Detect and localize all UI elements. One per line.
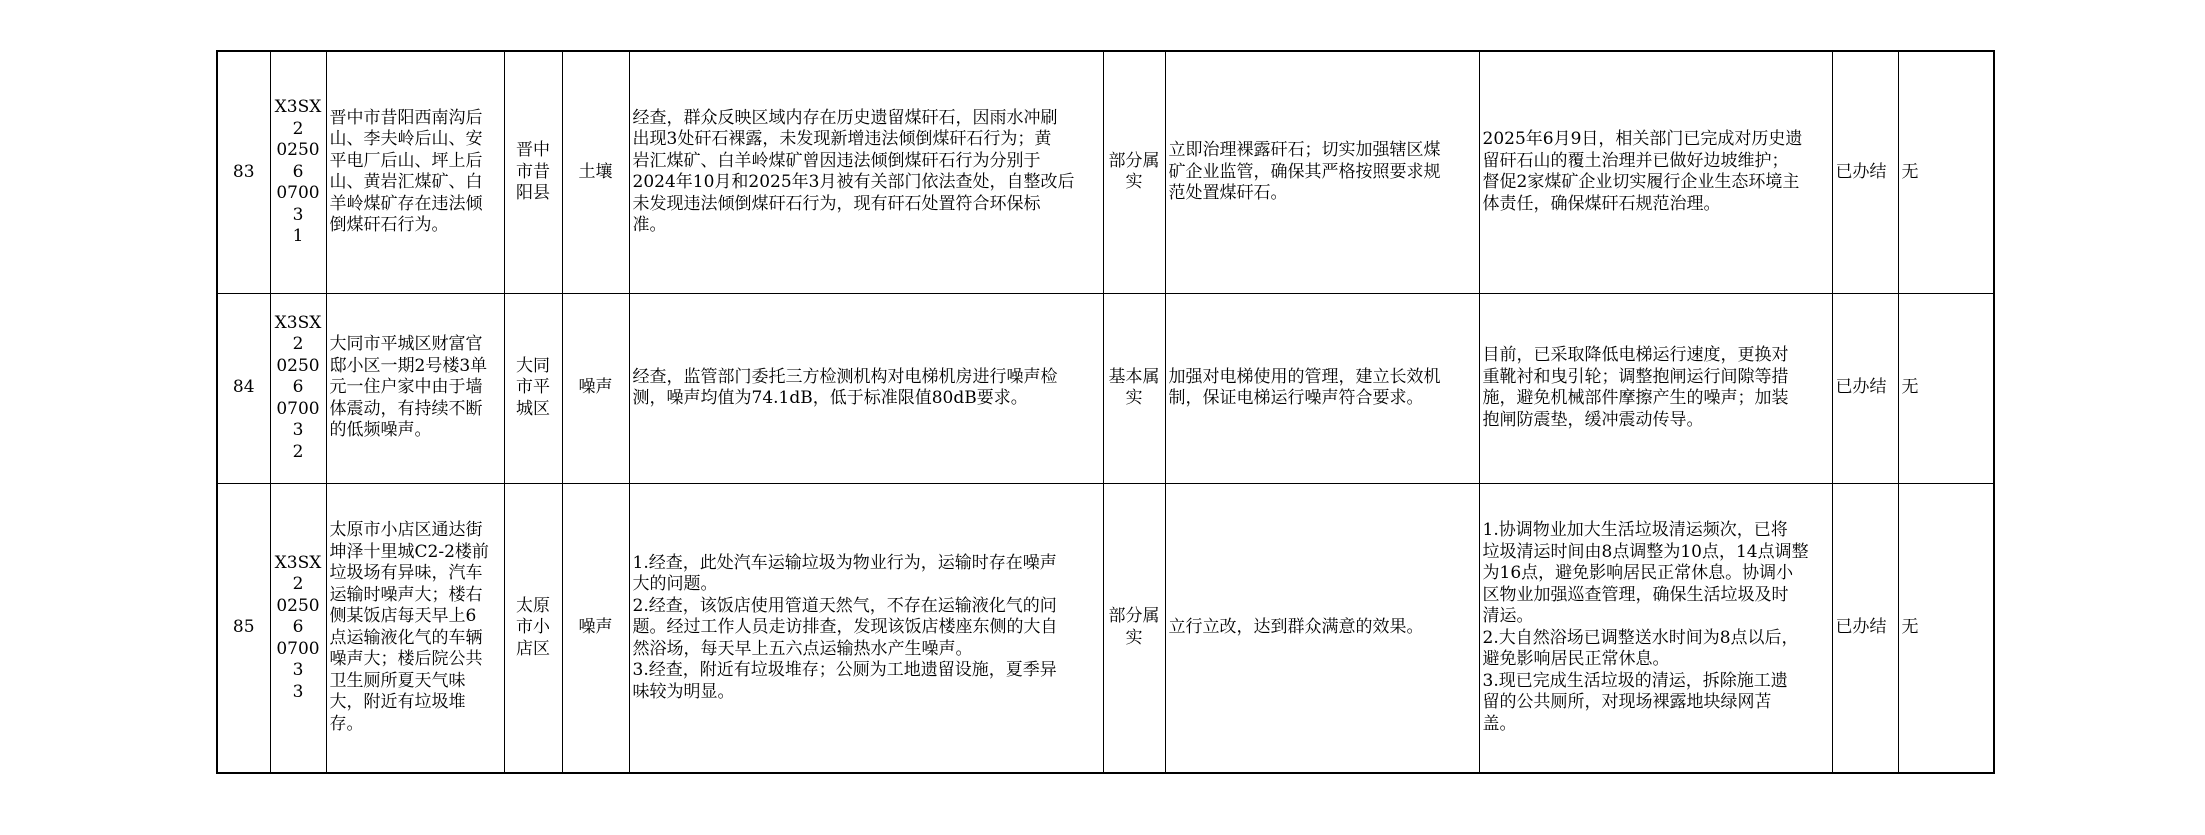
text-line: 经查，群众反映区域内存在历史遗留煤矸石，因雨水冲刷	[632, 107, 1058, 128]
text-line: 02506	[276, 355, 320, 398]
verdict-cell	[1103, 51, 1165, 293]
accountability-cell	[1898, 483, 1994, 773]
pollution-type-cell	[562, 293, 629, 483]
complaint-content-cell	[326, 51, 504, 293]
text-line: 立行立改，达到群众满意的效果。	[1168, 617, 1424, 637]
text-line: 范处置煤矸石。	[1168, 183, 1288, 203]
row-number-cell	[217, 51, 270, 293]
investigation-finding-cell	[629, 483, 1103, 773]
text-line: 1	[292, 226, 304, 246]
text-line: 抱闸防震垫，缓冲震动传导。	[1482, 409, 1704, 430]
text-line: 3.经查，附近有垃圾堆存；公厕为工地遗留设施，夏季异	[632, 660, 1057, 680]
cell-text: 无	[1901, 161, 1919, 182]
cell-text: 已办结	[1835, 617, 1887, 637]
status-cell	[1832, 293, 1898, 483]
text-line: 的低频噪声。	[329, 420, 432, 441]
text-line: 02506	[276, 140, 320, 182]
text-line: 实	[1125, 627, 1143, 648]
table-row	[217, 483, 1994, 773]
text-line: 未发现违法倾倒煤矸石行为，现有矸石处置符合环保标	[632, 193, 1041, 214]
text-line: 07003	[276, 183, 320, 225]
district-cell	[504, 483, 562, 773]
text-line: 02506	[276, 595, 320, 637]
text-line: 邸小区一期2号楼3单	[329, 355, 488, 376]
text-line: 垃圾场有异味，汽车	[329, 563, 483, 584]
text-line: 07003	[276, 398, 320, 441]
text-line: X3SX2	[274, 552, 322, 594]
text-line: 3	[292, 681, 304, 702]
text-line: X3SX2	[274, 312, 322, 355]
complaint-content-cell	[326, 293, 504, 483]
cell-text: 噪声	[578, 377, 613, 398]
text-line: 目前，已采取降低电梯运行速度，更换对	[1482, 345, 1789, 365]
cell-text: 已办结	[1835, 377, 1887, 398]
rectification-requirement-cell	[1165, 483, 1479, 773]
text-line: 重靴衬和曳引轮；调整抱闸运行间隙等措	[1482, 366, 1789, 387]
text-line: 大同市平城区财富官	[329, 334, 483, 355]
text-line: 盖。	[1482, 713, 1517, 734]
rectification-result-cell	[1479, 483, 1832, 773]
text-line: 大，附近有垃圾堆	[329, 692, 466, 713]
cell-text: 噪声	[578, 617, 613, 637]
text-line: 元一住户家中由于墙	[329, 377, 483, 398]
text-line: 太原	[516, 595, 550, 616]
text-line: 大同	[516, 355, 550, 376]
investigation-finding-cell	[629, 293, 1103, 483]
case-code-cell	[270, 293, 326, 483]
text-line: 存。	[329, 713, 364, 734]
table-row	[217, 293, 1994, 483]
text-line: 大的问题。	[632, 574, 718, 594]
text-line: 出现3处矸石裸露，未发现新增违法倾倒煤矸石行为；黄	[632, 129, 1052, 150]
text-line: 留矸石山的覆土治理并已做好边坡维护；	[1482, 150, 1789, 171]
text-line: 晋中市昔阳西南沟后	[329, 107, 483, 128]
cell-text: 无	[1901, 617, 1919, 637]
text-line: 经查，监管部门委托三方检测机构对电梯机房进行噪声检	[632, 366, 1058, 387]
text-line: 清运。	[1482, 606, 1534, 627]
rectification-requirement-cell	[1165, 293, 1479, 483]
text-line: 基本属	[1108, 366, 1160, 387]
text-line: 山、李夫岭后山、安	[329, 129, 483, 150]
text-line: 1.经查，此处汽车运输垃圾为物业行为，运输时存在噪声	[632, 552, 1057, 573]
text-line: 题。经过工作人员走访排查，发现该饭店楼座东侧的大自	[632, 617, 1058, 637]
text-line: 市小	[516, 617, 550, 637]
complaint-table	[216, 50, 1995, 774]
cell-text: 已办结	[1835, 161, 1887, 182]
text-line: 体责任，确保煤矸石规范治理。	[1482, 193, 1721, 214]
text-line: 市昔	[516, 161, 550, 182]
text-line: 施，避免机械部件摩擦产生的噪声；加装	[1482, 388, 1789, 408]
text-line: 坤泽十里城C2-2楼前	[329, 541, 489, 562]
text-line: 准。	[632, 215, 667, 236]
text-line: 避免影响居民正常休息。	[1482, 649, 1670, 670]
accountability-cell	[1898, 51, 1994, 293]
text-line: 1.协调物业加大生活垃圾清运频次，已将	[1482, 520, 1788, 541]
text-line: 垃圾清运时间由8点调整为10点，14点调整	[1482, 541, 1809, 562]
row-number-cell	[217, 293, 270, 483]
cell-text: 土壤	[578, 161, 613, 182]
cell-text: 85	[232, 617, 255, 637]
text-line: 羊岭煤矿存在违法倾	[329, 193, 483, 214]
text-line: 督促2家煤矿企业切实履行企业生态环境主	[1482, 172, 1800, 193]
text-line: 部分属	[1108, 150, 1160, 171]
text-line: 平电厂后山、坪上后	[329, 150, 483, 171]
text-line: 店区	[516, 638, 550, 659]
text-line: 留的公共厕所，对现场裸露地块绿网苫	[1482, 692, 1772, 713]
text-line: 然浴场，每天早上五六点运输热水产生噪声。	[632, 638, 973, 659]
text-line: 07003	[276, 638, 320, 680]
text-line: 阳县	[516, 183, 550, 203]
rectification-result-cell	[1479, 293, 1832, 483]
pollution-type-cell	[562, 51, 629, 293]
status-cell	[1832, 51, 1898, 293]
text-line: 2024年10月和2025年3月被有关部门依法查处，自整改后	[632, 172, 1075, 193]
text-line: 为16点，避免影响居民正常休息。协调小	[1482, 563, 1794, 584]
pollution-type-cell	[562, 483, 629, 773]
text-line: 矿企业监管，确保其严格按照要求规	[1168, 161, 1441, 182]
table-row	[217, 51, 1994, 293]
cell-text: 无	[1901, 377, 1919, 398]
text-line: 市平	[516, 377, 550, 398]
row-number-cell	[217, 483, 270, 773]
case-code-cell	[270, 51, 326, 293]
text-line: 立即治理裸露矸石；切实加强辖区煤	[1168, 140, 1441, 160]
text-line: 卫生厕所夏天气味	[329, 670, 466, 691]
cell-text: 83	[232, 161, 255, 182]
text-line: 倒煤矸石行为。	[329, 215, 449, 236]
text-line: 2025年6月9日，相关部门已完成对历史遗	[1482, 129, 1803, 150]
text-line: 实	[1125, 388, 1143, 408]
text-line: 运输时噪声大；楼右	[329, 584, 483, 605]
investigation-finding-cell	[629, 51, 1103, 293]
status-cell	[1832, 483, 1898, 773]
text-line: 制，保证电梯运行噪声符合要求。	[1168, 388, 1424, 408]
cell-text: 84	[232, 377, 255, 398]
text-line: 太原市小店区通达街	[329, 520, 483, 541]
text-line: 2.经查，该饭店使用管道天然气，不存在运输液化气的问	[632, 595, 1057, 616]
text-line: 2	[292, 441, 304, 462]
text-line: 点运输液化气的车辆	[329, 627, 483, 648]
text-line: 部分属	[1108, 606, 1160, 627]
district-cell	[504, 293, 562, 483]
verdict-cell	[1103, 293, 1165, 483]
district-cell	[504, 51, 562, 293]
text-line: 岩汇煤矿、白羊岭煤矿曾因违法倾倒煤矸石行为分别于	[632, 150, 1041, 171]
rectification-requirement-cell	[1165, 51, 1479, 293]
text-line: 山、黄岩汇煤矿、白	[329, 172, 483, 193]
text-line: 味较为明显。	[632, 681, 735, 702]
case-code-cell	[270, 483, 326, 773]
text-line: 3.现已完成生活垃圾的清运，拆除施工遗	[1482, 670, 1788, 691]
text-line: 侧某饭店每天早上6	[329, 606, 477, 627]
verdict-cell	[1103, 483, 1165, 773]
text-line: 区物业加强巡查管理，确保生活垃圾及时	[1482, 584, 1789, 605]
text-line: 城区	[516, 398, 550, 419]
text-line: 噪声大；楼后院公共	[329, 649, 483, 670]
text-line: 实	[1125, 172, 1143, 193]
accountability-cell	[1898, 293, 1994, 483]
rectification-result-cell	[1479, 51, 1832, 293]
text-line: 加强对电梯使用的管理，建立长效机	[1168, 366, 1441, 387]
text-line: 测，噪声均值为74.1dB，低于标准限值80dB要求。	[632, 388, 1028, 408]
text-line: 体震动，有持续不断	[329, 398, 483, 419]
text-line: 2.大自然浴场已调整送水时间为8点以后，	[1482, 627, 1799, 648]
text-line: X3SX2	[274, 97, 322, 139]
complaint-content-cell	[326, 483, 504, 773]
text-line: 晋中	[516, 140, 550, 160]
